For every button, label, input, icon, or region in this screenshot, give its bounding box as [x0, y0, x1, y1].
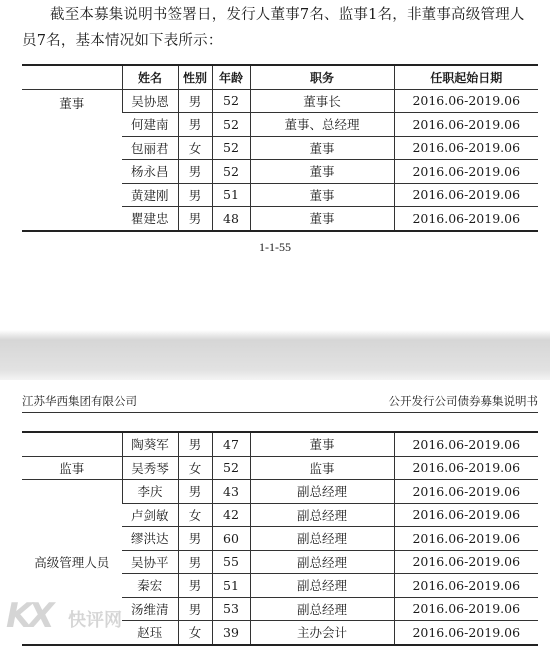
cell-role: 副总经理 — [250, 527, 394, 551]
table-row — [22, 432, 538, 456]
cell-name: 汤维清 — [122, 597, 178, 621]
cell-age: 42 — [212, 503, 250, 527]
group-label-management: 高级管理人员 — [22, 480, 122, 645]
cell-term: 2016.06-2019.06 — [394, 160, 538, 184]
header-category — [22, 65, 122, 89]
cell-age: 51 — [212, 574, 250, 598]
cell-gender: 男 — [178, 480, 212, 504]
cell-name: 黄建刚 — [122, 183, 178, 207]
table-row — [22, 456, 538, 480]
cell-name: 缪洪达 — [122, 527, 178, 551]
cell-gender: 男 — [178, 550, 212, 574]
cell-term: 2016.06-2019.06 — [394, 113, 538, 137]
cell-term: 2016.06-2019.06 — [394, 89, 538, 113]
cell-age: 60 — [212, 527, 250, 551]
cell-gender: 女 — [178, 456, 212, 480]
cell-role: 副总经理 — [250, 480, 394, 504]
cell-gender: 女 — [178, 136, 212, 160]
header-role: 职务 — [250, 65, 394, 89]
cell-gender: 男 — [178, 160, 212, 184]
cell-age: 39 — [212, 621, 250, 645]
board-table — [22, 64, 538, 232]
cell-role: 董事 — [250, 207, 394, 231]
cell-role: 董事 — [250, 183, 394, 207]
cell-role: 董事 — [250, 136, 394, 160]
cell-age: 52 — [212, 89, 250, 113]
header-divider — [22, 412, 538, 413]
cell-role: 副总经理 — [250, 503, 394, 527]
cell-gender: 女 — [178, 621, 212, 645]
cell-age: 47 — [212, 432, 250, 456]
cell-term: 2016.06-2019.06 — [394, 136, 538, 160]
cell-role: 主办会计 — [250, 621, 394, 645]
cell-role: 副总经理 — [250, 574, 394, 598]
cell-gender: 男 — [178, 89, 212, 113]
page-separator — [0, 330, 550, 380]
table-row — [22, 480, 538, 504]
cell-role: 董事 — [250, 160, 394, 184]
cell-gender: 男 — [178, 574, 212, 598]
cell-name: 吴协恩 — [122, 89, 178, 113]
cell-name: 陶葵军 — [122, 432, 178, 456]
cell-role: 董事、总经理 — [250, 113, 394, 137]
header-name: 姓名 — [122, 65, 178, 89]
watermark-logo-mark: KX — [6, 596, 51, 636]
cell-term: 2016.06-2019.06 — [394, 550, 538, 574]
watermark-logo — [6, 596, 136, 638]
group-label-empty — [22, 432, 122, 456]
table-row — [22, 89, 538, 113]
cell-name: 包丽君 — [122, 136, 178, 160]
cell-term: 2016.06-2019.06 — [394, 183, 538, 207]
cell-name: 秦宏 — [122, 574, 178, 598]
cell-role: 监事 — [250, 456, 394, 480]
cell-gender: 男 — [178, 597, 212, 621]
cell-gender: 男 — [178, 432, 212, 456]
cell-role: 副总经理 — [250, 550, 394, 574]
cell-age: 43 — [212, 480, 250, 504]
cell-role: 董事 — [250, 432, 394, 456]
cell-age: 52 — [212, 136, 250, 160]
cell-name: 杨永昌 — [122, 160, 178, 184]
header-age: 年龄 — [212, 65, 250, 89]
cell-role: 董事长 — [250, 89, 394, 113]
cell-gender: 男 — [178, 527, 212, 551]
cell-age: 52 — [212, 160, 250, 184]
cell-name: 赵珏 — [122, 621, 178, 645]
cell-name: 卢剑敏 — [122, 503, 178, 527]
cell-role: 副总经理 — [250, 597, 394, 621]
cell-term: 2016.06-2019.06 — [394, 621, 538, 645]
cell-age: 53 — [212, 597, 250, 621]
watermark-text: 快评网 — [68, 610, 122, 631]
cell-gender: 男 — [178, 207, 212, 231]
cell-name: 何建南 — [122, 113, 178, 137]
cell-term: 2016.06-2019.06 — [394, 207, 538, 231]
cell-term: 2016.06-2019.06 — [394, 432, 538, 456]
cell-gender: 男 — [178, 183, 212, 207]
cell-name: 李庆 — [122, 480, 178, 504]
cell-name: 吴秀琴 — [122, 456, 178, 480]
cell-gender: 女 — [178, 503, 212, 527]
cell-age: 55 — [212, 550, 250, 574]
cell-term: 2016.06-2019.06 — [394, 597, 538, 621]
page-header-company: 江苏华西集团有限公司 — [22, 394, 137, 408]
cell-gender: 男 — [178, 113, 212, 137]
group-label-directors: 董事 — [22, 89, 122, 231]
cell-age: 52 — [212, 113, 250, 137]
cell-age: 48 — [212, 207, 250, 231]
cell-term: 2016.06-2019.06 — [394, 527, 538, 551]
cell-term: 2016.06-2019.06 — [394, 456, 538, 480]
cell-name: 瞿建忠 — [122, 207, 178, 231]
cell-term: 2016.06-2019.06 — [394, 574, 538, 598]
cell-age: 51 — [212, 183, 250, 207]
intro-paragraph: 截至本募集说明书签署日，发行人董事7名、监事1名，非董事高级管理人员7名，基本情况如下表所示： — [22, 7, 525, 49]
group-label-supervisors: 监事 — [22, 456, 122, 480]
header-term: 任职起始日期 — [394, 65, 538, 89]
page-number: 1-1-55 — [259, 240, 291, 254]
page-header-document-title: 公开发行公司债券募集说明书 — [388, 394, 538, 408]
cell-term: 2016.06-2019.06 — [394, 503, 538, 527]
table-header-row — [22, 65, 538, 89]
cell-name: 吴协平 — [122, 550, 178, 574]
header-gender: 性别 — [178, 65, 212, 89]
cell-term: 2016.06-2019.06 — [394, 480, 538, 504]
cell-age: 52 — [212, 456, 250, 480]
